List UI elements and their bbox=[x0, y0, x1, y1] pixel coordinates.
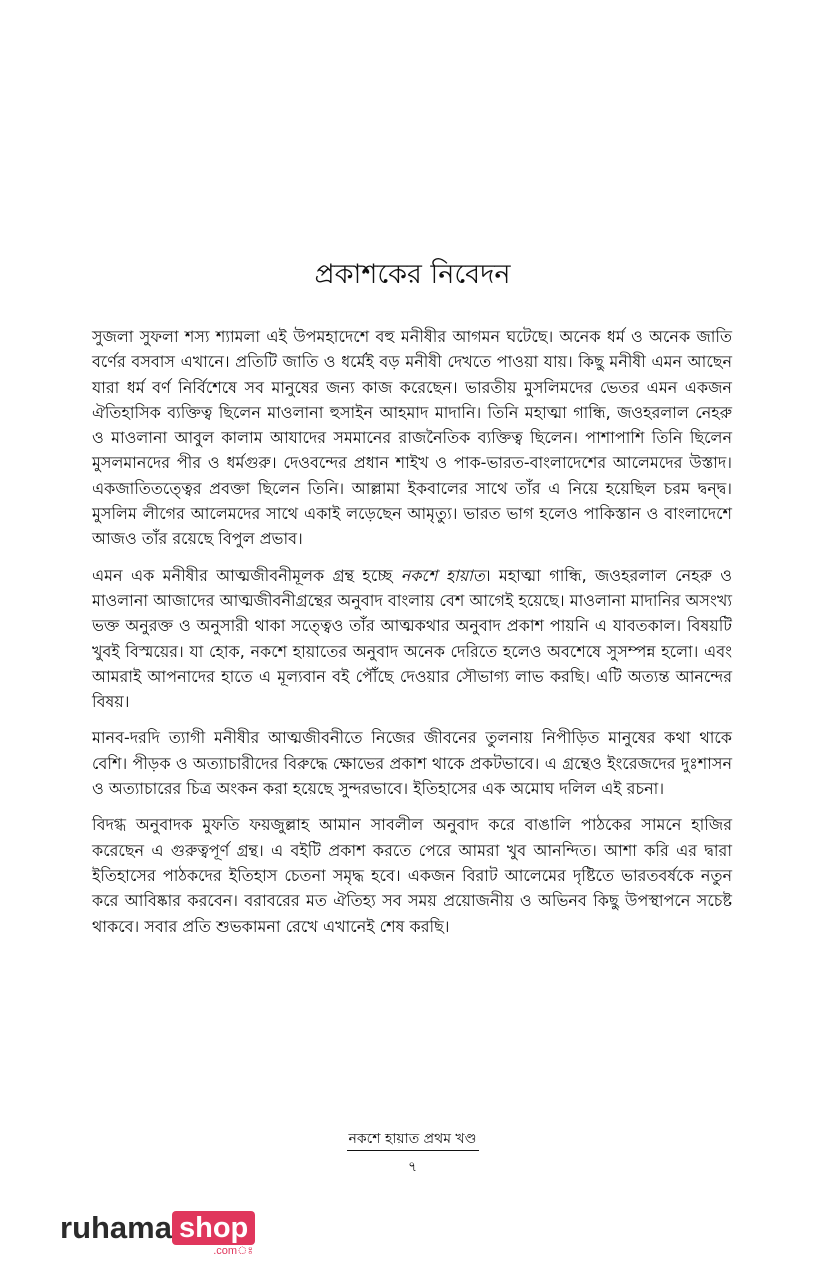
paragraph-text: । মহাত্মা গান্ধি, জওহরলাল নেহরু ও মাওলানা আজাদের আত্মজীবনীগ্রন্থের অনুবাদ বাংলায় বেশ আগেই হয়েছে। মাওলানা মাদানির অসংখ্য ভক্ত অনুরক্ত ও অনুসারী থাকা সত্ত্বেও তাঁর আত্মকথার অনুবাদ প্রকাশ পায়নি এ যাবতকাল। বিষয়টি খুবই বিস্ময়ের। যা হোক, নকশে হায়াতের অনুবাদ অনেক দেরিতে হলেও অবশেষে সুসম্পন্ন হলো। এবং আমরাই আপনাদের হাতে এ মূল্যবান বই পৌঁছে দেওয়ার সৌভাগ্য লাভ করছি। এটি অত্যন্ত আনন্দের বিষয়। bbox=[92, 565, 733, 712]
paragraph-text: বিদগ্ধ অনুবাদক মুফতি ফয়জুল্লাহ আমান সাবলীল অনুবাদ করে বাঙালি পাঠকের সামনে হাজির করেছেন এ গুরুত্বপূর্ণ গ্রন্থ। এ বইটি প্রকাশ করতে পেরে আমরা খুব আনন্দিত। আশা করি এর দ্বারা ইতিহাসের পাঠকদের ইতিহাস চেতনা সমৃদ্ধ হবে। একজন বিরাট আলেমের দৃষ্টিতে ভারতবর্ষকে নতুন করে আবিষ্কার করবেন। বরাবরের মত ঐতিহ্য সব সময় প্রয়োজনীয় ও অভিনব কিছু উপস্থাপনে সচেষ্ট থাকবে। সবার প্রতি শুভকামনা রেখে এখানেই শেষ করছি। bbox=[92, 815, 732, 936]
running-footer bbox=[0, 1128, 825, 1151]
paragraph bbox=[92, 725, 732, 801]
paragraph bbox=[92, 812, 732, 938]
logo-shop-label: shop bbox=[172, 1211, 255, 1245]
logo-wordmark: ruhama bbox=[60, 1210, 172, 1245]
logo-badge bbox=[172, 1210, 255, 1258]
page-number: ৭ bbox=[407, 1159, 418, 1175]
paragraph bbox=[92, 324, 732, 552]
paragraph bbox=[92, 563, 732, 715]
page-title: প্রকাশকের নিবেদন bbox=[314, 259, 511, 290]
footer-book-title: নকশে হায়াত প্রথম খণ্ড bbox=[347, 1128, 479, 1151]
ruhama-shop-logo bbox=[60, 1210, 255, 1258]
book-title-italic: নকশে হায়াত bbox=[400, 565, 485, 585]
paragraph-text: এমন এক মনীষীর আত্মজীবনীমূলক গ্রন্থ হচ্ছে bbox=[92, 565, 401, 585]
body-text bbox=[92, 324, 732, 950]
paragraph-text: সুজলা সুফলা শস্য শ্যামলা এই উপমহাদেশে বহু মনীষীর আগমন ঘটেছে। অনেক ধর্ম ও অনেক জাতি বর্ণের বসবাস এখানে। প্রতিটি জাতি ও ধর্মেই বড় মনীষী দেখতে পাওয়া যায়। কিছু মনীষী এমন আছেন যারা ধর্ম বর্ণ নির্বিশেষে সব মানুষের জন্য কাজ করেছেন। ভারতীয় মুসলিমদের ভেতর এমন একজন ঐতিহাসিক ব্যক্তিত্ব ছিলেন মাওলানা হুসাইন আহমাদ মাদানি। তিনি মহাত্মা গান্ধি, জওহরলাল নেহরু ও মাওলানা আবুল কালাম আযাদের সমমানের রাজনৈতিক ব্যক্তিত্ব ছিলেন। পাশাপাশি তিনি ছিলেন মুসলমানদের পীর ও ধর্মগুরু। দেওবন্দের প্রধান শাইখ ও পাক-ভারত-বাংলাদেশের আলেমদের উস্তাদ। একজাতিতত্ত্বের প্রবক্তা ছিলেন তিনি। আল্লামা ইকবালের সাথে তাঁর এ নিয়ে হয়েছিল চরম দ্বন্দ্ব। মুসলিম লীগের আলেমদের সাথে একাই লড়েছেন আমৃত্যু। ভারত ভাগ হলেও পাকিস্তান ও বাংলাদেশে আজও তাঁর রয়েছে বিপুল প্রভাব। bbox=[92, 327, 732, 549]
logo-domain: .comঃ bbox=[213, 1245, 254, 1257]
paragraph-text: মানব-দরদি ত্যাগী মনীষীর আত্মজীবনীতে নিজের জীবনের তুলনায় নিপীড়িত মানুষের কথা থাকে বেশি। পীড়ক ও অত্যাচারীদের বিরুদ্ধে ক্ষোভের প্রকাশ থাকে প্রকটভাবে। এ গ্রন্থেও ইংরেজদের দুঃশাসন ও অত্যাচারের চিত্র অংকন করা হয়েছে সুন্দরভাবে। ইতিহাসের এক অমোঘ দলিল এই রচনা। bbox=[92, 728, 732, 799]
